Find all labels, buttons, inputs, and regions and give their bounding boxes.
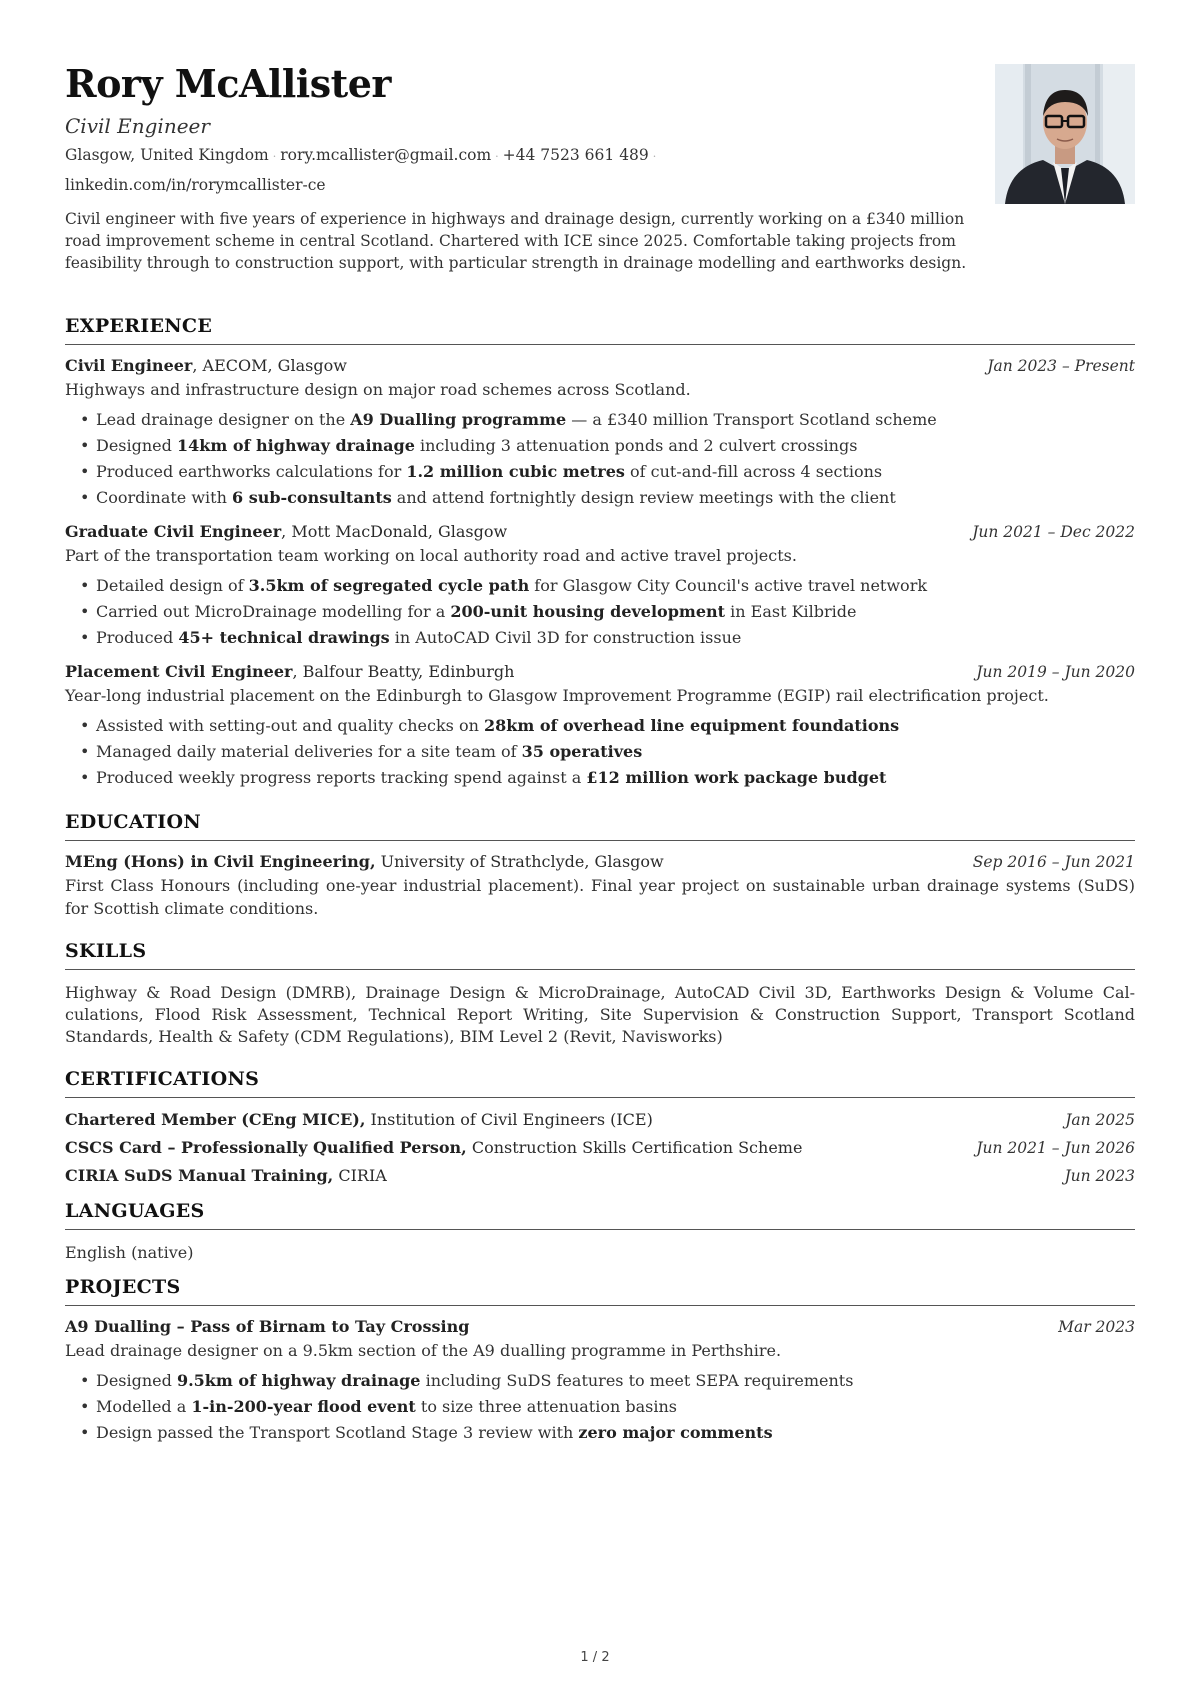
certification-item: [65, 1134, 1135, 1162]
email-link[interactable]: rory.mcallister@gmail.com: [280, 146, 492, 164]
section-experience-title: EXPERIENCE: [65, 313, 1135, 345]
certification-date: Jan 2025: [1065, 1111, 1135, 1129]
languages-list: English (native): [65, 1243, 194, 1262]
school-name: University of Strathclyde, Glasgow: [375, 852, 664, 871]
candidate-title: Civil Engineer: [65, 114, 210, 138]
job-role: Graduate Civil Engineer: [65, 522, 282, 541]
achievement-item: • Produced weekly progress reports tracking spend against a £12 million work package budget: [80, 765, 1135, 791]
section-certifications-title: CERTIFICATIONS: [65, 1066, 1135, 1098]
degree-name: MEng (Hons) in Civil Engineering,: [65, 852, 376, 871]
certification-name: Chartered Member (CEng MICE),: [65, 1110, 366, 1129]
experience-entry: [65, 520, 1135, 651]
certification-issuer: Construction Skills Certification Scheme: [466, 1138, 803, 1157]
achievement-item: • Lead drainage designer on the A9 Dualling programme — a £340 million Transport Scotland scheme: [80, 407, 1135, 433]
achievement-item: • Produced 45+ technical drawings in AutoCAD Civil 3D for construction issue: [80, 625, 1135, 651]
certification-item: [65, 1162, 1135, 1190]
project-achievements: [65, 1368, 1135, 1446]
portrait-image: [995, 64, 1135, 204]
job-org: , Balfour Beatty, Edinburgh: [292, 662, 515, 681]
job-description: Highways and infrastructure design on major road schemes across Scotland.: [65, 380, 691, 399]
project-date: Mar 2023: [1058, 1318, 1135, 1336]
certification-issuer: Institution of Civil Engineers (ICE): [365, 1110, 653, 1129]
skills-list: Highway & Road Design (DMRB), Drainage Design & MicroDrainage, AutoCAD Civil 3D, Earthworks Design & Volume Cal-culations, Flood Risk Assessment, Technical Report Writing, Site Supervision & Construction Support, Transport Scotland Standards, Health & Safety (CDM Regulations), BIM Level 2 (Revit, Navisworks): [65, 983, 1135, 1046]
certification-issuer: CIRIA: [333, 1166, 387, 1185]
job-achievements: [65, 713, 1135, 791]
education-date: Sep 2016 – Jun 2021: [972, 853, 1135, 871]
certification-item: [65, 1106, 1135, 1134]
job-date: Jan 2023 – Present: [987, 357, 1135, 375]
job-role: Civil Engineer: [65, 356, 193, 375]
job-achievements: [65, 573, 1135, 651]
certifications-list: [65, 1106, 1135, 1190]
project-name: A9 Dualling – Pass of Birnam to Tay Crossing: [65, 1317, 470, 1336]
candidate-name: Rory McAllister: [65, 61, 391, 106]
certification-name: CSCS Card – Professionally Qualified Person,: [65, 1138, 467, 1157]
section-skills-title: SKILLS: [65, 938, 1135, 970]
job-org: , Mott MacDonald, Glasgow: [281, 522, 508, 541]
job-description: Part of the transportation team working on local authority road and active travel projects.: [65, 546, 797, 565]
achievement-item: • Carried out MicroDrainage modelling for a 200-unit housing development in East Kilbride: [80, 599, 1135, 625]
experience-entry: [65, 354, 1135, 511]
project-description: Lead drainage designer on a 9.5km section of the A9 dualling programme in Perthshire.: [65, 1341, 782, 1360]
section-projects-title: PROJECTS: [65, 1274, 1135, 1306]
achievement-item: • Designed 9.5km of highway drainage including SuDS features to meet SEPA requirements: [80, 1368, 1135, 1394]
achievement-item: • Assisted with setting-out and quality checks on 28km of overhead line equipment foundations: [80, 713, 1135, 739]
certification-date: Jun 2021 – Jun 2026: [976, 1139, 1135, 1157]
job-date: Jun 2019 – Jun 2020: [976, 663, 1135, 681]
achievement-item: • Coordinate with 6 sub-consultants and attend fortnightly design review meetings with the client: [80, 485, 1135, 511]
experience-entry: [65, 660, 1135, 791]
linkedin-link[interactable]: linkedin.com/in/rorymcallister-ce: [65, 176, 326, 194]
achievement-item: • Managed daily material deliveries for a site team of 35 operatives: [80, 739, 1135, 765]
education-entry: [65, 850, 1135, 920]
achievement-item: • Designed 14km of highway drainage including 3 attenuation ponds and 2 culvert crossings: [80, 433, 1135, 459]
job-achievements: [65, 407, 1135, 511]
project-entry: [65, 1315, 1135, 1446]
job-description: Year-long industrial placement on the Edinburgh to Glasgow Improvement Programme (EGIP) rail electrification project.: [65, 686, 1049, 705]
section-education-title: EDUCATION: [65, 809, 1135, 841]
job-date: Jun 2021 – Dec 2022: [972, 523, 1135, 541]
resume-header: [65, 60, 1135, 295]
achievement-item: • Design passed the Transport Scotland Stage 3 review with zero major comments: [80, 1420, 1135, 1446]
job-role: Placement Civil Engineer: [65, 662, 293, 681]
location: Glasgow, United Kingdom: [65, 146, 269, 164]
page-number: 1 / 2: [580, 1650, 610, 1665]
section-languages-title: LANGUAGES: [65, 1198, 1135, 1230]
achievement-item: • Modelled a 1-in-200-year flood event to size three attenuation basins: [80, 1394, 1135, 1420]
profile-photo: [995, 64, 1135, 204]
achievement-item: • Detailed design of 3.5km of segregated cycle path for Glasgow City Council's active travel network: [80, 573, 1135, 599]
resume-page: [65, 60, 1135, 1446]
certification-date: Jun 2023: [1064, 1167, 1135, 1185]
phone-number[interactable]: +44 7523 661 489: [502, 146, 649, 164]
certification-name: CIRIA SuDS Manual Training,: [65, 1166, 334, 1185]
profile-summary: Civil engineer with five years of experience in highways and drainage design, currently working on a £340 million road improvement scheme in central Scotland. Chartered with ICE since 2025. Comfortable taking projects from feasibility through to construction support, with particular strength in drainage modelling and earthworks design.: [65, 210, 967, 272]
contact-info: Glasgow, United Kingdom · rory.mcallister@gmail.com · +44 7523 661 489 · linkedin.com/in/rorymcallister-ce: [65, 146, 657, 194]
job-org: , AECOM, Glasgow: [192, 356, 347, 375]
achievement-item: • Produced earthworks calculations for 1.2 million cubic metres of cut-and-fill across 4 sections: [80, 459, 1135, 485]
education-description: First Class Honours (including one-year industrial placement). Final year project on sustainable urban drainage systems (SuDS) for Scottish climate conditions.: [65, 876, 1135, 918]
